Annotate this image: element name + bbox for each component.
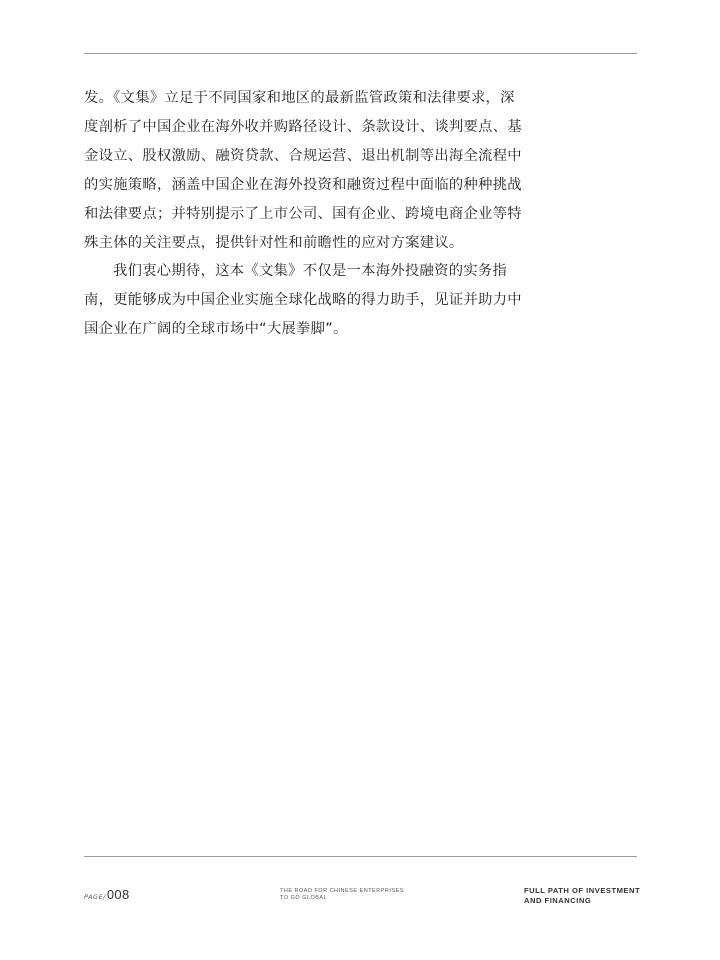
book-title xyxy=(524,886,640,905)
body-text xyxy=(84,84,554,344)
series-title-line: THE ROAD FOR CHINESE ENTERPRISES xyxy=(280,888,404,894)
footer-divider xyxy=(84,856,637,857)
paragraph-line: 发。《文集》立足于不同国家和地区的最新监管政策和法律要求，深 xyxy=(84,90,515,106)
book-title-line: FULL PATH OF INVESTMENT xyxy=(524,886,641,895)
page-label: PAGE/ xyxy=(84,893,106,901)
page-number-value: 008 xyxy=(106,887,130,902)
paragraph-line: 南，更能够成为中国企业实施全球化战略的得力助手，见证并助力中 xyxy=(84,292,522,309)
header-divider xyxy=(84,53,637,54)
paragraph-1 xyxy=(84,84,554,257)
series-title xyxy=(280,888,404,902)
paragraph-line: 殊主体的关注要点，提供针对性和前瞻性的应对方案建议。 xyxy=(84,234,464,251)
paragraph-line: 的实施策略，涵盖中国企业在海外投资和融资过程中面临的种种挑战 xyxy=(84,176,522,193)
series-title-line: TO GO GLOBAL xyxy=(280,895,328,901)
paragraph-line: 国企业在广阔的全球市场中“大展拳脚”。 xyxy=(84,321,348,338)
paragraph-line: 度剖析了中国企业在海外收并购路径设计、条款设计、谈判要点、基 xyxy=(84,118,522,135)
paragraph-line: 我们衷心期待，这本《文集》不仅是一本海外投融资的实务指 xyxy=(113,263,508,280)
page-footer xyxy=(84,886,641,916)
paragraph-line: 金设立、股权激励、融资贷款、合规运营、退出机制等出海全流程中 xyxy=(84,147,522,164)
paragraph-2 xyxy=(84,257,554,344)
paragraph-line: 和法律要点；并特别提示了上市公司、国有企业、跨境电商企业等特 xyxy=(84,205,522,222)
page-number xyxy=(84,887,129,902)
book-title-line: AND FINANCING xyxy=(524,895,592,905)
